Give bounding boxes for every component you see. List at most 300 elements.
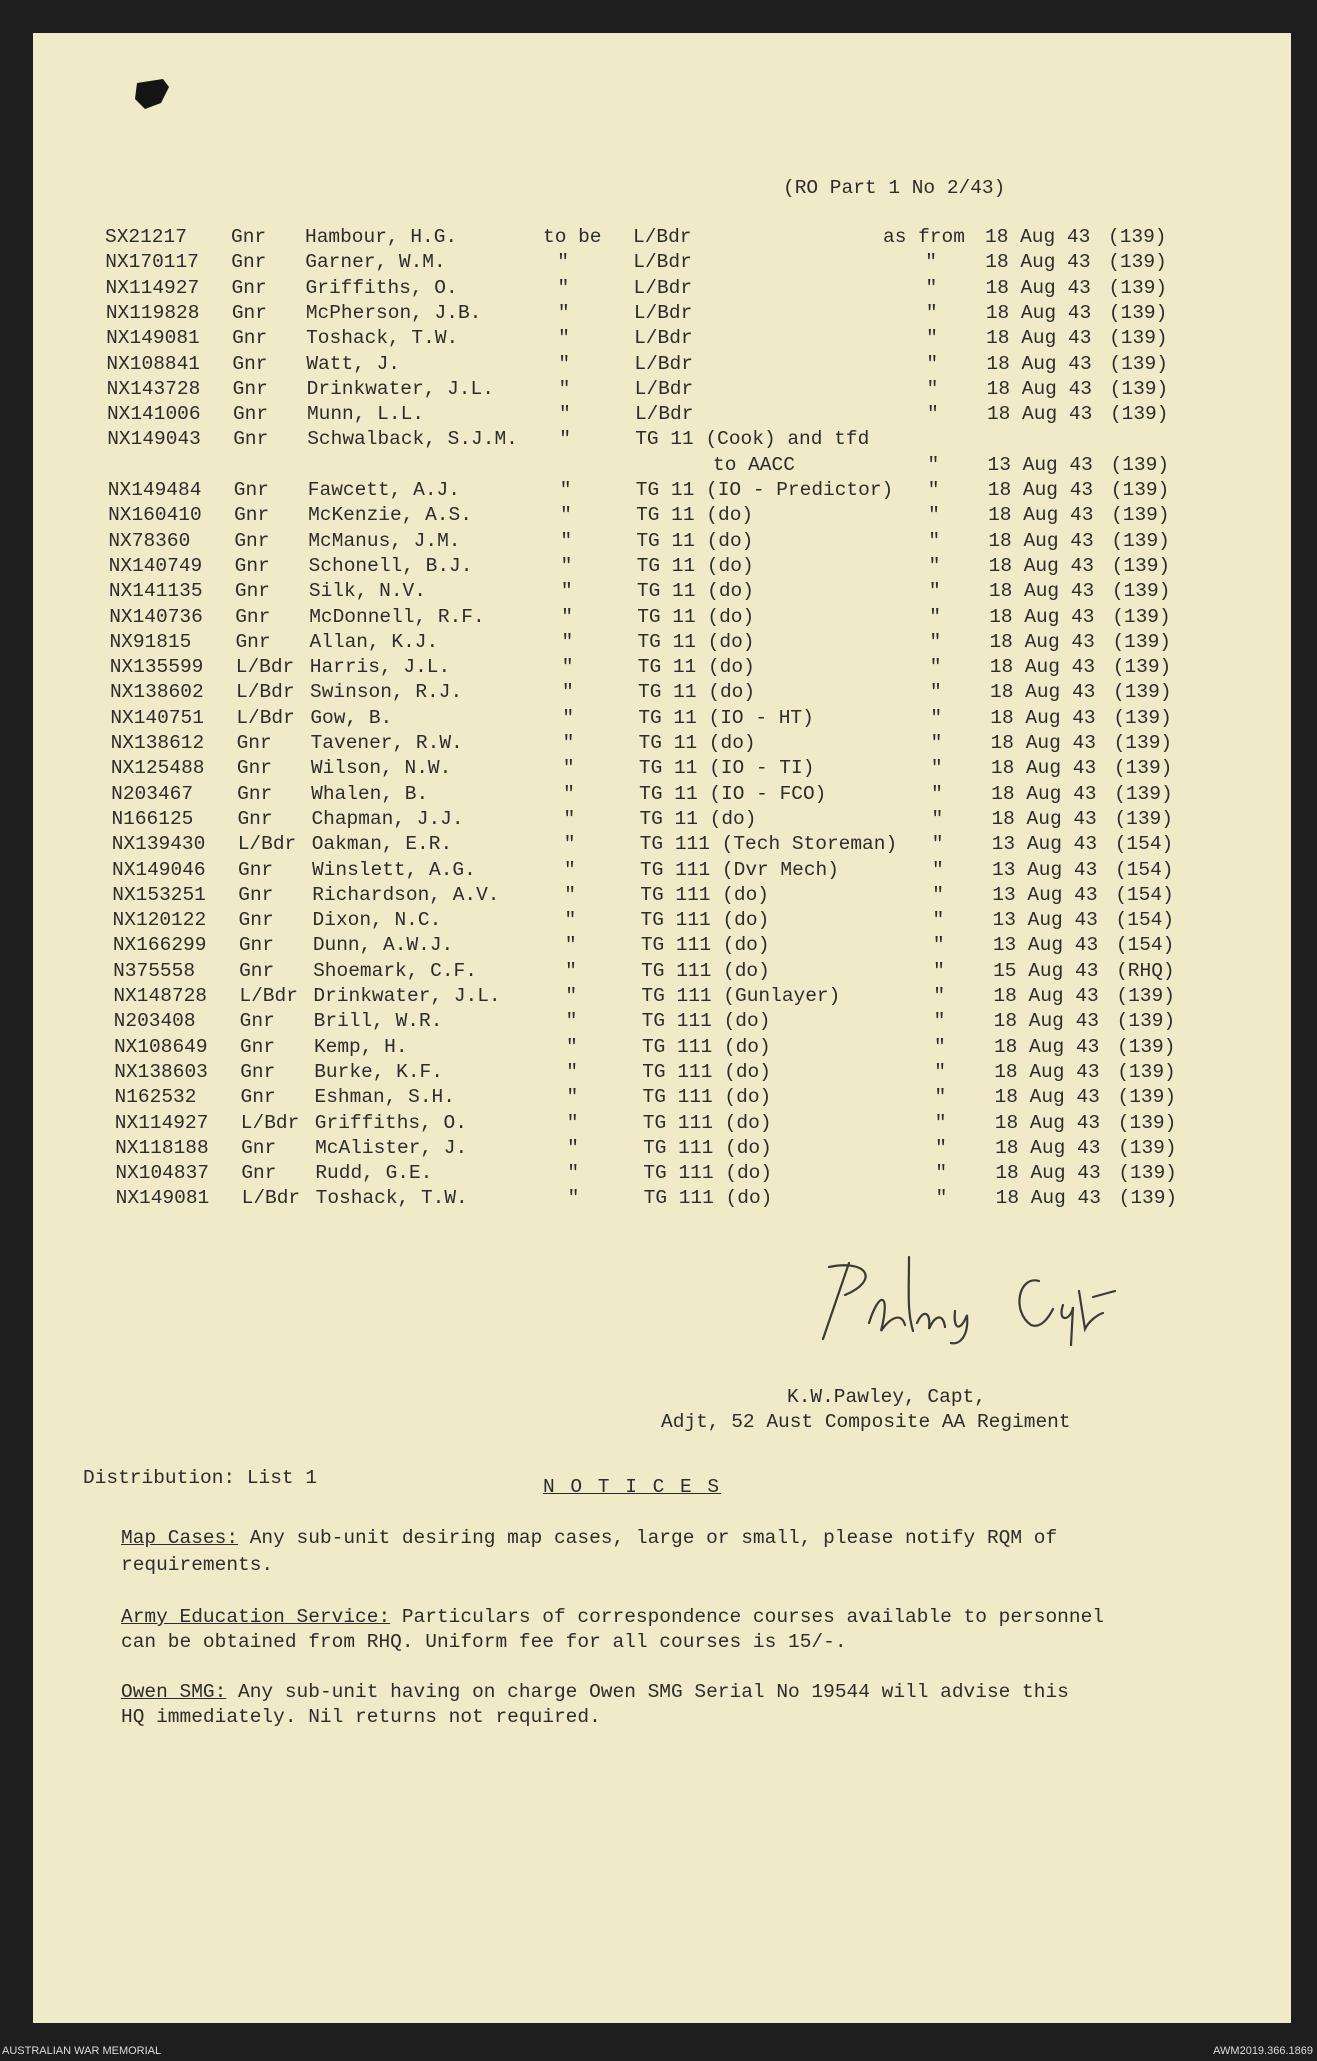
cell-no: NX120122: [112, 909, 207, 932]
cell-to: ": [566, 1060, 578, 1083]
cell-date: 18 Aug 43: [993, 1010, 1099, 1033]
cell-as: ": [926, 403, 939, 426]
archive-accession-number: AWM2019.366.1869: [1213, 2045, 1313, 2057]
cell-rank: Gnr: [238, 909, 274, 932]
cell-rank: Gnr: [235, 605, 271, 628]
cell-as: ": [926, 377, 939, 400]
cell-date: 18 Aug 43: [988, 554, 1094, 577]
cell-to: ": [563, 833, 576, 856]
cell-to: ": [565, 1035, 578, 1058]
cell-rank: Gnr: [236, 732, 272, 754]
cell-name: Rudd, G.E.: [315, 1162, 433, 1185]
cell-to: ": [560, 554, 573, 577]
cell-date: 18 Aug 43: [985, 226, 1091, 248]
cell-appt: L/Bdr: [634, 377, 694, 400]
cell-ref: (139): [1109, 352, 1168, 375]
cell-rank: Gnr: [239, 959, 275, 982]
cell-to: ": [561, 656, 574, 679]
cell-rank: Gnr: [233, 479, 269, 501]
cell-no: NX153251: [112, 883, 206, 906]
cell-to: ": [567, 1187, 580, 1210]
cell-ref: (139): [1116, 1010, 1176, 1033]
cell-as: ": [926, 327, 938, 350]
cell-no: NX149081: [106, 327, 200, 350]
cell-no: NX140749: [108, 554, 203, 577]
cell-as: ": [929, 656, 942, 679]
cell-name: Oakman, E.R.: [311, 833, 453, 856]
cell-appt: TG 11 (do): [636, 580, 754, 603]
cell-as: ": [934, 1060, 946, 1083]
cell-no: NX160410: [108, 504, 202, 527]
cell-as: ": [935, 1136, 947, 1159]
cell-to: ": [557, 251, 569, 274]
cell-no: NX148728: [113, 985, 208, 1007]
cell-to: ": [566, 1111, 579, 1134]
cell-date: 18 Aug 43: [991, 807, 1097, 830]
cell-date: 18 Aug 43: [988, 504, 1094, 527]
cell-date: 18 Aug 43: [987, 479, 1094, 501]
cell-no: NX141006: [106, 403, 201, 426]
cell-appt: L/Bdr: [633, 226, 692, 248]
cell-no: NX138603: [114, 1060, 208, 1083]
cell-appt: L/Bdr: [633, 301, 693, 324]
cell-appt: TG 11 (do): [636, 554, 754, 577]
cell-as: ": [926, 352, 939, 375]
cell-date: 13 Aug 43: [992, 883, 1098, 906]
cell-name: Drinkwater, J.L.: [313, 985, 501, 1007]
cell-as: ": [925, 276, 938, 299]
cell-no: NX140736: [109, 605, 203, 628]
cell-name: Burke, K.F.: [314, 1060, 443, 1083]
cell-name: Dixon, N.C.: [312, 909, 442, 932]
cell-appt: TG 111 (do): [640, 934, 770, 957]
cell-rank: L/Bdr: [235, 656, 295, 679]
cell-appt: TG 111 (do): [643, 1136, 772, 1159]
cell-rank: Gnr: [241, 1136, 277, 1159]
cell-to: to be: [543, 226, 602, 248]
cell-to: ": [558, 377, 571, 400]
cell-rank: Gnr: [239, 1035, 276, 1058]
cell-to: ": [561, 605, 573, 628]
cell-as: ": [928, 529, 941, 552]
notice-body-line1: Any sub-unit having on charge Owen SMG Serial No 19544 will advise this: [238, 1681, 1069, 1703]
cell-to: ": [563, 782, 575, 805]
cell-appt: TG 11 (do): [639, 807, 757, 830]
cell-to: ": [565, 959, 577, 982]
cell-name: Fawcett, A.J.: [307, 479, 460, 501]
cell-to: ": [560, 580, 573, 603]
cell-no: NX119828: [105, 301, 200, 324]
cell-to: ": [558, 352, 571, 375]
cell-rank: Gnr: [238, 934, 274, 957]
cell-ref: (139): [1113, 706, 1172, 729]
cell-no: NX138612: [110, 732, 205, 754]
cell-date: 18 Aug 43: [986, 403, 1093, 426]
cell-ref: (139): [1108, 251, 1167, 274]
cell-appt: TG 111 (do): [642, 1086, 772, 1109]
cell-to: ": [564, 858, 576, 881]
cell-name: Harris, J.L.: [309, 656, 451, 679]
cell-name: McDonnell, R.F.: [309, 605, 485, 628]
cell-date: 13 Aug 43: [987, 453, 1093, 476]
cell-to: ": [566, 1086, 579, 1109]
cell-date: 18 Aug 43: [989, 630, 1095, 653]
cell-appt: TG 11 (do): [637, 605, 755, 628]
cell-no: NX138602: [110, 681, 204, 704]
cell-as: ": [931, 807, 944, 830]
cell-name: Garner, W.M.: [305, 251, 446, 274]
cell-date: 18 Aug 43: [995, 1187, 1101, 1210]
cell-no: NX166299: [112, 934, 207, 957]
cell-to: ": [557, 301, 570, 324]
cell-no: NX143728: [106, 377, 201, 400]
cell-rank: Gnr: [239, 1010, 275, 1033]
cell-ref: (139): [1112, 630, 1171, 653]
cell-name: Tavener, R.W.: [310, 732, 463, 754]
signature-image: [809, 1251, 1149, 1346]
cell-appt: TG 11 (IO - FCO): [639, 782, 827, 805]
cell-date: 18 Aug 43: [986, 352, 1092, 375]
notice-title: Owen SMG:: [121, 1681, 227, 1703]
cell-ref: (139): [1108, 276, 1168, 299]
cell-no: N375558: [113, 959, 196, 982]
cell-name: Toshack, T.W.: [315, 1187, 468, 1210]
cell-rank: Gnr: [231, 226, 267, 248]
cell-name: Schwalback, S.J.M.: [307, 428, 518, 451]
cell-ref: (139): [1108, 226, 1167, 248]
cell-date: 18 Aug 43: [989, 605, 1095, 628]
cell-appt: TG 111 (do): [641, 1035, 771, 1058]
cell-rank: Gnr: [241, 1162, 277, 1185]
cell-as: ": [933, 1035, 946, 1058]
cell-no: NX125488: [110, 757, 205, 780]
cell-ref: (139): [1111, 580, 1171, 603]
cell-date: 18 Aug 43: [986, 327, 1092, 350]
cell-name: Eshman, S.H.: [314, 1086, 455, 1109]
notices-heading: N O T I C E S: [543, 1476, 722, 1498]
cell-name: Wilson, N.W.: [310, 757, 452, 780]
cell-no: N203408: [113, 1010, 196, 1033]
cell-ref: (154): [1115, 858, 1174, 881]
cell-name: Munn, L.L.: [306, 403, 424, 426]
cell-as: ": [934, 1111, 947, 1134]
cell-appt: L/Bdr: [634, 352, 693, 375]
cell-appt: L/Bdr: [634, 403, 694, 426]
cell-no: NX108649: [113, 1035, 208, 1058]
cell-no: NX78360: [108, 529, 191, 552]
archive-credit: AUSTRALIAN WAR MEMORIAL: [2, 2045, 162, 2057]
cell-appt: TG 111 (do): [643, 1162, 773, 1185]
cell-rank: Gnr: [233, 428, 269, 451]
cell-name: McAlister, J.: [315, 1136, 468, 1159]
cell-name: Silk, N.V.: [308, 580, 426, 603]
cell-ref: (139): [1118, 1136, 1177, 1159]
cell-date: 13 Aug 43: [992, 909, 1098, 932]
cell-to: ": [563, 807, 576, 830]
cell-as: ": [931, 833, 944, 856]
cell-rank: Gnr: [234, 580, 271, 603]
notice-title: Army Education Service:: [121, 1606, 391, 1628]
cell-rank: Gnr: [234, 554, 270, 577]
cell-name: Gow, B.: [310, 706, 393, 729]
cell-ref: (139): [1117, 1086, 1177, 1109]
notice-title: Map Cases:: [121, 1527, 239, 1549]
cell-as: ": [935, 1162, 948, 1185]
cell-ref: (139): [1114, 807, 1173, 830]
cell-name: Toshack, T.W.: [306, 327, 459, 350]
cell-appt: TG 111 (do): [641, 959, 770, 982]
cell-to: ": [557, 276, 570, 299]
cell-no: NX114927: [105, 276, 200, 299]
cell-to: ": [558, 403, 571, 426]
cell-to: ": [567, 1162, 580, 1185]
cell-as: ": [928, 580, 941, 603]
cell-name: Schonell, B.J.: [308, 554, 473, 577]
cell-as: ": [934, 1086, 947, 1109]
cell-rank: Gnr: [232, 403, 269, 426]
cell-appt: TG 11 (do): [636, 529, 754, 552]
cell-ref: (139): [1113, 732, 1173, 754]
cell-as: ": [927, 453, 940, 476]
cell-ref: (139): [1116, 985, 1175, 1007]
cell-ref: (139): [1108, 301, 1168, 324]
cell-name: Watt, J.: [306, 352, 401, 375]
cell-appt: L/Bdr: [634, 327, 693, 350]
signatory-title: Adjt, 52 Aust Composite AA Regiment: [661, 1411, 1071, 1433]
cell-appt: TG 11 (do): [637, 630, 755, 653]
cell-date: 18 Aug 43: [990, 732, 1096, 754]
cell-appt: TG 111 (Tech Storeman): [639, 833, 898, 856]
cell-ref: (139): [1110, 479, 1170, 501]
cell-as: ": [933, 985, 946, 1007]
cell-as: ": [932, 934, 945, 957]
notice-body-line1: Any sub-unit desiring map cases, large or small, please notify RQM of: [249, 1527, 1058, 1549]
cell-name: Allan, K.J.: [309, 630, 439, 653]
cell-appt: TG 11 (do): [637, 656, 755, 679]
cell-date: 18 Aug 43: [988, 529, 1094, 552]
distribution-line: Distribution: List 1: [83, 1467, 318, 1489]
cell-no: N166125: [111, 807, 194, 830]
cell-as: ": [932, 858, 944, 881]
cell-rank: Gnr: [231, 301, 267, 324]
cell-as: ": [930, 732, 943, 754]
cell-date: 18 Aug 43: [994, 1060, 1100, 1083]
cell-appt: TG 111 (Dvr Mech): [640, 858, 839, 881]
cell-no: N203467: [111, 782, 194, 805]
cell-to: ": [567, 1136, 579, 1159]
cell-as: ": [930, 681, 942, 704]
notice-map-cases: [121, 1529, 1057, 1549]
cell-ref: (139): [1109, 327, 1168, 350]
notice-body-line2: requirements.: [121, 1554, 274, 1576]
cell-no: NX135599: [109, 656, 204, 679]
cell-rank: Gnr: [237, 782, 273, 805]
cell-no: NX149081: [115, 1187, 210, 1210]
cell-ref: (154): [1115, 883, 1174, 906]
cell-as: as from: [883, 226, 965, 248]
cell-date: 18 Aug 43: [985, 276, 1091, 299]
cell-date: 18 Aug 43: [990, 681, 1096, 704]
notice-owen-smg: [121, 1683, 1069, 1703]
cell-to: ": [562, 757, 575, 780]
cell-date: 13 Aug 43: [992, 934, 1099, 957]
cell-ref: (139): [1112, 656, 1172, 679]
cell-as: ": [928, 504, 940, 527]
cell-date: 15 Aug 43: [993, 959, 1099, 982]
cell-rank: Gnr: [240, 1086, 276, 1109]
cell-appt: TG 11 (Cook) and tfd: [635, 428, 870, 451]
cell-to: ": [564, 934, 577, 957]
cell-date: 18 Aug 43: [995, 1162, 1101, 1185]
cell-to: ": [559, 428, 571, 451]
cell-no: NX139430: [111, 833, 206, 856]
cell-appt: L/Bdr: [633, 251, 692, 274]
cell-no: NX140751: [110, 706, 204, 729]
cell-to: ": [560, 504, 572, 527]
cell-name: Dunn, A.W.J.: [312, 934, 454, 957]
cell-ref: (139): [1111, 529, 1170, 552]
cell-as: ": [925, 251, 937, 274]
cell-as: ": [931, 782, 943, 805]
cell-as: ": [933, 959, 945, 982]
cell-no: N162532: [114, 1086, 197, 1109]
cell-rank: Gnr: [238, 883, 274, 906]
cell-appt: to AACC: [713, 453, 795, 476]
cell-to: ": [565, 985, 578, 1007]
cell-name: Drinkwater, J.L.: [306, 377, 494, 400]
notice-army-education: [121, 1608, 1104, 1628]
cell-as: ": [929, 605, 941, 628]
document-page: [33, 33, 1291, 2023]
cell-ref: (154): [1114, 833, 1174, 856]
cell-rank: L/Bdr: [236, 706, 295, 729]
cell-date: 18 Aug 43: [989, 656, 1096, 679]
cell-no: NX141135: [108, 580, 203, 603]
cell-name: McKenzie, A.S.: [308, 504, 472, 527]
cell-rank: Gnr: [232, 377, 268, 400]
cell-appt: TG 11 (do): [636, 504, 754, 527]
cell-ref: (139): [1113, 681, 1172, 704]
cell-no: NX170117: [105, 251, 199, 274]
cell-to: ": [560, 529, 573, 552]
cell-no: NX91815: [109, 630, 192, 653]
cell-appt: TG 11 (do): [638, 732, 756, 754]
cell-as: ": [932, 909, 945, 932]
cell-name: Griffiths, O.: [314, 1111, 467, 1134]
cell-as: ": [927, 479, 940, 501]
cell-no: NX149043: [107, 428, 201, 451]
cell-appt: TG 11 (IO - HT): [638, 706, 814, 729]
cell-rank: Gnr: [231, 251, 267, 274]
cell-no: NX108841: [106, 352, 201, 375]
cell-date: 18 Aug 43: [990, 757, 1097, 780]
cell-to: ": [565, 1010, 578, 1033]
cell-appt: TG 11 (IO - TI): [638, 757, 815, 780]
cell-name: Richardson, A.V.: [312, 883, 500, 906]
cell-to: ": [564, 883, 576, 906]
cell-date: 18 Aug 43: [993, 1035, 1100, 1058]
cell-rank: Gnr: [232, 327, 268, 350]
cell-rank: Gnr: [236, 757, 272, 780]
cell-date: 18 Aug 43: [991, 782, 1097, 805]
cell-rank: Gnr: [235, 630, 271, 653]
cell-date: 18 Aug 43: [985, 301, 1092, 324]
cell-name: Kemp, H.: [313, 1035, 408, 1058]
cell-date: 18 Aug 43: [985, 251, 1091, 274]
ink-blot: [133, 77, 173, 113]
cell-no: NX118188: [115, 1136, 209, 1159]
cell-name: Chapman, J.J.: [311, 807, 464, 830]
cell-as: ": [935, 1187, 948, 1210]
cell-no: NX149484: [107, 479, 202, 501]
cell-ref: (RHQ): [1116, 959, 1175, 982]
cell-ref: (139): [1114, 782, 1173, 805]
cell-rank: L/Bdr: [237, 833, 297, 856]
cell-as: ": [933, 1010, 946, 1033]
notice-body-line2: can be obtained from RHQ. Uniform fee for all courses is 15/-.: [121, 1631, 847, 1653]
cell-date: 13 Aug 43: [992, 858, 1098, 881]
cell-to: ": [562, 732, 575, 754]
cell-rank: L/Bdr: [239, 985, 298, 1007]
cell-as: ": [932, 883, 944, 906]
cell-date: 18 Aug 43: [990, 706, 1096, 729]
cell-ref: (139): [1116, 1035, 1176, 1058]
cell-no: NX104837: [115, 1162, 209, 1185]
cell-ref: (139): [1111, 504, 1170, 527]
cell-name: McManus, J.M.: [308, 529, 461, 552]
cell-rank: Gnr: [231, 276, 267, 299]
cell-name: Shoemark, C.F.: [313, 959, 477, 982]
cell-appt: L/Bdr: [633, 276, 693, 299]
cell-name: Hambour, H.G.: [305, 226, 458, 248]
cell-to: ": [562, 681, 574, 704]
cell-name: Griffiths, O.: [305, 276, 458, 299]
cell-date: 18 Aug 43: [988, 580, 1095, 603]
cell-appt: TG 111 (do): [640, 909, 770, 932]
cell-as: ": [930, 757, 943, 780]
cell-ref: (139): [1113, 757, 1173, 780]
cell-ref: (139): [1109, 403, 1169, 426]
cell-rank: Gnr: [237, 807, 273, 830]
cell-appt: TG 111 (Gunlayer): [641, 985, 841, 1007]
cell-rank: L/Bdr: [236, 681, 295, 704]
cell-ref: (139): [1117, 1060, 1176, 1083]
notice-body-line2: HQ immediately. Nil returns not required.: [121, 1706, 601, 1728]
cell-rank: Gnr: [238, 858, 274, 881]
cell-ref: (154): [1115, 934, 1175, 957]
cell-no: NX114927: [114, 1111, 209, 1134]
cell-as: ": [929, 630, 942, 653]
cell-appt: TG 111 (do): [643, 1187, 773, 1210]
cell-ref: (139): [1112, 605, 1171, 628]
order-reference: (RO Part 1 No 2/43): [783, 177, 1006, 199]
cell-date: 18 Aug 43: [993, 985, 1099, 1007]
cell-to: ": [564, 909, 577, 932]
cell-ref: (139): [1118, 1187, 1178, 1210]
cell-ref: (139): [1109, 377, 1169, 400]
cell-date: 18 Aug 43: [986, 377, 1092, 400]
cell-rank: L/Bdr: [241, 1187, 301, 1210]
cell-to: ": [559, 479, 572, 501]
cell-appt: TG 11 (IO - Predictor): [635, 479, 894, 501]
cell-as: ": [925, 301, 938, 324]
cell-rank: Gnr: [234, 504, 270, 527]
cell-rank: L/Bdr: [240, 1111, 300, 1134]
cell-name: McPherson, J.B.: [305, 301, 482, 324]
notice-body-line1: Particulars of correspondence courses available to personnel: [401, 1606, 1104, 1628]
cell-date: 18 Aug 43: [995, 1136, 1101, 1159]
cell-name: Winslett, A.G.: [312, 858, 476, 881]
